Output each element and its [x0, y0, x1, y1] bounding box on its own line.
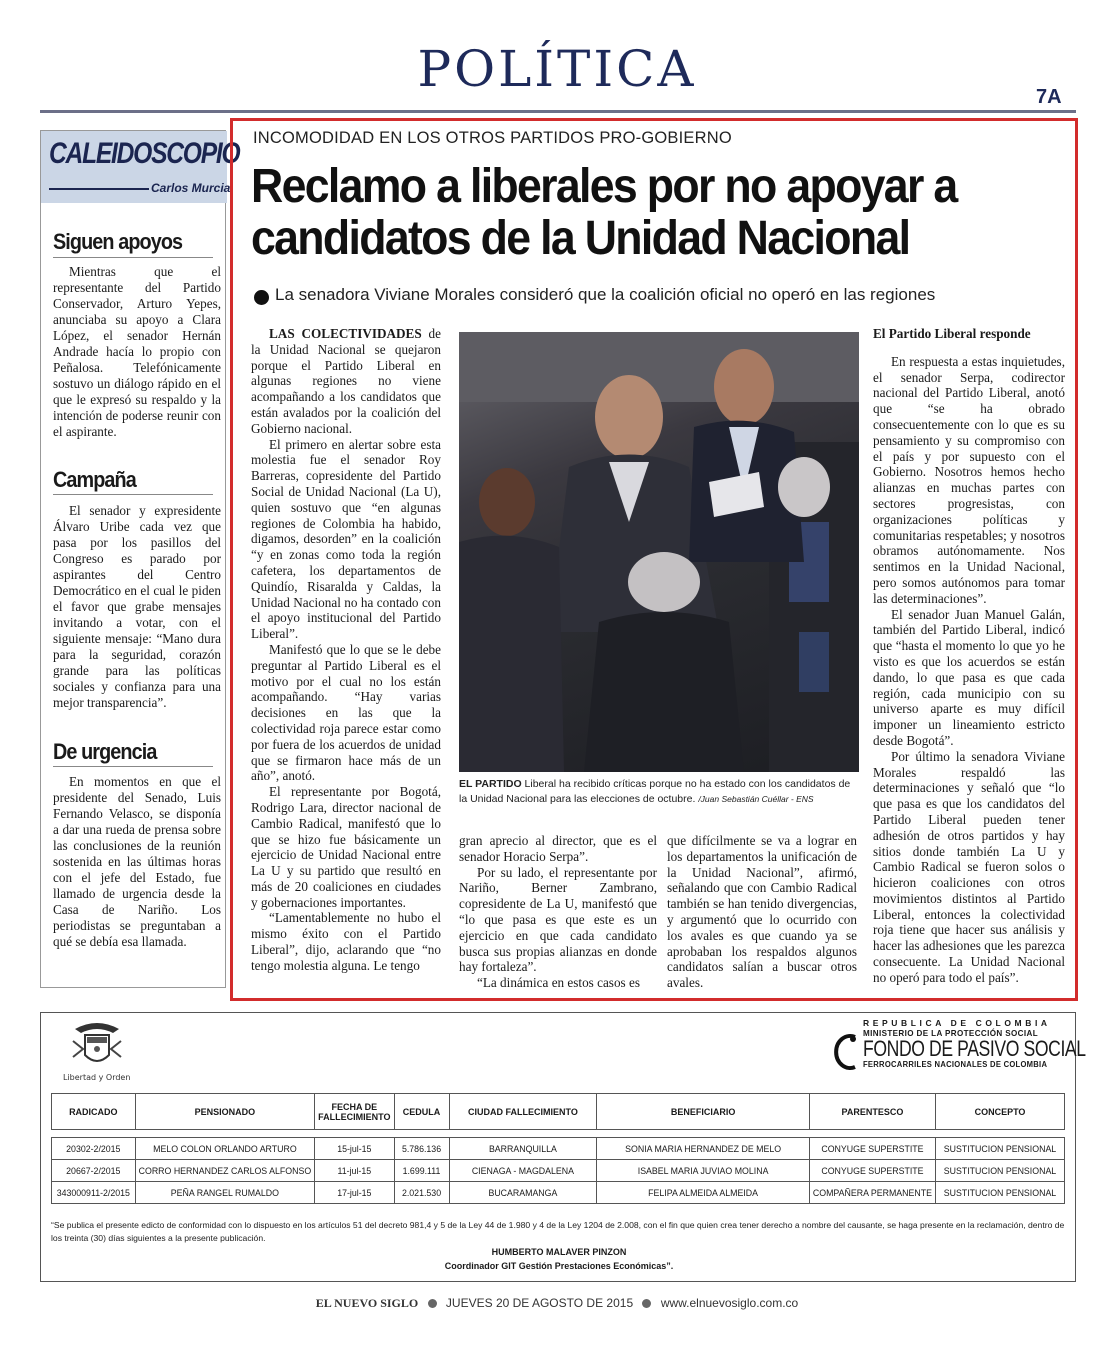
table-cell: 17-jul-15: [315, 1182, 394, 1204]
lead-text: de la Unidad Nacional se quejaron porque el Partido Liberal en algunas regiones no viene acompañando a los candidatos que están avalados por la coalición del Gobierno nacional.: [251, 326, 441, 436]
table-row: [52, 1160, 1065, 1182]
article-kicker: INCOMODIDAD EN LOS OTROS PARTIDOS PRO-GOBIERNO: [253, 129, 732, 147]
issuer-name: FONDO DE PASIVO SOCIAL: [863, 1036, 1086, 1061]
paragraph: El primero en alertar sobre esta molestia fue el senador Roy Barreras, copresidente del Partido Social de Unidad Nacional (La U), quien sostuvo que “en algunas regiones de Colombia ha habido, digamos, desorden” en la coalición “y en zonas como toda la región cafetera, los departamentos de Quindío, Risaralda y Caldas, la Unidad Nacional no ha contado con el apoyo institucional del Partido Liberal”.: [251, 436, 441, 642]
sidebar-heading-rule: [53, 257, 213, 258]
paragraph: que difícilmente se va a lograr en los departamentos la unificación de la Unidad Nacional”, afirmó, señalando que con Cambio Radical también se han tenido divergencias, y argumentó que lo ocurrido con los avales es que cuando ya se aprobaban los respaldos algunos candidatos salían a buscar otros avales.: [667, 833, 857, 991]
table-cell: SUSTITUCION PENSIONAL: [936, 1182, 1065, 1204]
edict-table: [51, 1093, 1065, 1204]
signer-title: Coordinador GIT Gestión Prestaciones Económicas”.: [444, 1261, 674, 1271]
sidebar-item-text: En momentos en que el presidente del Senado, Luis Fernando Velasco, se disponía a dar una rueda de prensa sobre las conclusiones de la reunión sostenida en las últimas horas con el jefe del Estado, fue llamado de urgencia desde la Casa de Nariño. Los periodistas se preguntaban a qué se debía esa llamada.: [53, 774, 221, 949]
sidebar-item-text: Mientras que el representante del Partido Conservador, Arturo Yepes, anunciaba su apoyo a Clara López, el senador Hernán Andrade hacía lo propio con Peñalosa. Telefónicamente sostuvo un diálogo rápido en el que le expresó su respaldo y la intención de poderse reunir con el aspirante.: [53, 264, 221, 439]
column-header: CONCEPTO: [936, 1094, 1065, 1130]
table-cell: 5.786.136: [394, 1138, 449, 1160]
bullet-icon: [428, 1299, 437, 1308]
legal-text: “Se publica el presente edicto de conformidad con lo dispuesto en los artículos 51 del decreto 981,4 y 5 de la Ley 44 de 1.980 y 4 de la Ley 1204 de 2.008, con el fin que quien crea tener derecho a nombre del causante, se haga presente en la reclamación, dentro de los treinta (30) días siguientes a la presente publicación.: [51, 1220, 1065, 1243]
column-header: PENSIONADO: [135, 1094, 315, 1130]
senate-photo-illustration: [459, 332, 859, 772]
table-cell: 20302-2/2015: [52, 1138, 136, 1160]
main-article: [230, 118, 1078, 1001]
bullet-icon: [254, 290, 269, 305]
caption-lead: EL PARTIDO: [459, 778, 522, 790]
column-header: FECHA DE FALLECIMIENTO: [315, 1094, 394, 1130]
table-cell: 343000911-2/2015: [52, 1182, 136, 1204]
column-header: CIUDAD FALLECIMIENTO: [449, 1094, 597, 1130]
article-column-2: [459, 833, 657, 991]
column-header: BENEFICIARIO: [597, 1094, 810, 1130]
seal-caption: Libertad y Orden: [63, 1073, 131, 1082]
article-column-1: [251, 326, 441, 974]
photo-credit: /Juan Sebastián Cuéllar - ENS: [698, 794, 814, 804]
coat-of-arms-icon: [67, 1019, 127, 1075]
table-cell: SUSTITUCION PENSIONAL: [936, 1138, 1065, 1160]
column-header: [41, 131, 240, 203]
sidebar-heading: De urgencia: [53, 739, 157, 764]
caleidoscopio-sidebar: [40, 130, 240, 988]
column-title: CALEIDOSCOPIO: [49, 137, 240, 170]
sidebar-heading-rule: [53, 494, 213, 495]
table-cell: 11-jul-15: [315, 1160, 394, 1182]
paragraph: En respuesta a estas inquietudes, el senador Serpa, codirector nacional del Partido Liberal, anotó que “se ha obrado consecuentemente con lo que es su pensamiento y su compromiso con el país y por supuesto con el Gobierno. Nosotros hemos hecho alianzas en muchas partes con sectores progresistas, con organizaciones políticas y comunitarias respetables; y nosotros obramos autónomamente. Nos sentimos en la Unidad Nacional, pero somos autónomos para tomar las determinaciones”.: [873, 353, 1065, 606]
pension-edict-notice: [40, 1012, 1086, 1282]
column-subheading: El Partido Liberal responde: [873, 326, 1031, 341]
footer-url[interactable]: www.elnuevosiglo.com.co: [660, 1296, 799, 1310]
paragraph: El representante por Bogotá, Rodrigo Lara, director nacional de Cambio Radical, manifestó que lo que se hizo fue básicamente un ejercicio de Unidad Nacional entre La U y su partido que resultó en más de 20 coaliciones en ciudades y gobernaciones importantes.: [251, 784, 441, 910]
column-title-rule: [49, 188, 149, 190]
table-cell: CORRO HERNANDEZ CARLOS ALFONSO: [135, 1160, 315, 1182]
article-subhead: La senadora Viviane Morales consideró que la coalición oficial no operó en las regiones: [275, 285, 936, 304]
fondo-logo-icon: [831, 1031, 861, 1073]
page-footer: [0, 1296, 1114, 1311]
column-header: RADICADO: [52, 1094, 136, 1130]
signer-name: HUMBERTO MALAVER PINZON: [491, 1247, 627, 1257]
table-cell: CONYUGE SUPERSTITE: [809, 1160, 935, 1182]
article-photo: [459, 332, 859, 772]
footer-date: JUEVES 20 DE AGOSTO DE 2015: [445, 1296, 634, 1310]
table-cell: CIENAGA - MAGDALENA: [449, 1160, 597, 1182]
table-cell: BARRANQUILLA: [449, 1138, 597, 1160]
paragraph: “Lamentablemente no hubo el mismo éxito con el Partido Liberal”, dijo, aclarando que “no tengo molestia alguna. Le tengo: [251, 910, 441, 973]
table-cell: SONIA MARIA HERNANDEZ DE MELO: [597, 1138, 810, 1160]
table-spacer: [52, 1130, 1065, 1138]
footer-brand: EL NUEVO SIGLO: [315, 1296, 419, 1310]
paragraph: Por último la senadora Viviane Morales respaldó las determinaciones y señaló que “lo que pasa es que los candidatos del Partido Liberal pueden tener adhesión de otros partidos y hay sitios donde también La U y Cambio Radical se fueron solos o hicieron coaliciones con otros movimientos distintos al Partido Liberal, entonces la colectividad roja tiene que hacer sus análisis y hacer las adhesiones que les parezca consecuente. La Unidad Nacional no operó para todo el país”.: [873, 748, 1065, 985]
column-header: PARENTESCO: [809, 1094, 935, 1130]
issuer-line: REPUBLICA DE COLOMBIA: [863, 1018, 1051, 1028]
article-column-4: [873, 326, 1065, 986]
photo-caption: [459, 777, 857, 807]
table-cell: COMPAÑERA PERMANENTE: [809, 1182, 935, 1204]
table-cell: 2.021.530: [394, 1182, 449, 1204]
paragraph: gran aprecio al director, que es el senador Horacio Serpa”.: [459, 833, 657, 864]
lead-caps: LAS COLECTIVIDADES: [269, 326, 422, 341]
table-cell: 15-jul-15: [315, 1138, 394, 1160]
article-column-3: [667, 833, 857, 991]
issuer-line: FERROCARRILES NACIONALES DE COLOMBIA: [863, 1060, 1048, 1069]
sidebar-item-text: El senador y expresidente Álvaro Uribe cada vez que pasa por los pasillos del Congreso es parado por aspirantes del Centro Democrático en el cual le piden el favor que grabe mensajes invitando a votar, con el siguiente mensaje: “Mano dura para la seguridad, corazón grande para las políticas sociales y confianza para una mejor transparencia”.: [53, 503, 221, 710]
table-cell: FELIPA ALMEIDA ALMEIDA: [597, 1182, 810, 1204]
paragraph: Manifestó que lo que se le debe preguntar al Partido Liberal es el motivo por el cual no los están acompañando. “Hay varias decisiones en las que la colectividad roja parece estar como por fuera de los acuerdos de unidad que se firmaron hace más de un año”, anotó.: [251, 641, 441, 784]
paragraph: Por su lado, el representante por Nariño, Berner Zambrano, copresidente de La U, manifestó que “lo que pasa es que este es un ejercicio en que cada candidato busca sus propias alianzas en donde hay fortaleza”.: [459, 864, 657, 975]
column-author: Carlos Murcia: [151, 181, 231, 195]
bullet-icon: [642, 1299, 651, 1308]
table-cell: CONYUGE SUPERSTITE: [809, 1138, 935, 1160]
sidebar-heading: Siguen apoyos: [53, 229, 183, 254]
issuer-line: MINISTERIO DE LA PROTECCIÓN SOCIAL: [863, 1028, 1039, 1038]
caption-text: Liberal ha recibido críticas porque no ha estado con los candidatos de la Unidad Nacional para las elecciones de octubre.: [459, 778, 851, 805]
sidebar-heading: Campaña: [53, 467, 136, 492]
table-row: [52, 1182, 1065, 1204]
table-cell: 20667-2/2015: [52, 1160, 136, 1182]
issuer-block: [863, 1018, 1086, 1069]
header-rule: [40, 110, 1076, 113]
table-header-row: [52, 1094, 1065, 1130]
sidebar-heading-rule: [53, 766, 213, 767]
paragraph: El senador Juan Manuel Galán, también del Partido Liberal, indicó que “hasta el momento lo que yo he visto es que los acuerdos se están dando, lo que pasa es que cada región, cada municipio con su universo aparte es muy difícil imponer un lineamiento estricto desde Bogotá”.: [873, 606, 1065, 748]
table-cell: BUCARAMANGA: [449, 1182, 597, 1204]
section-title: POLÍTICA: [417, 40, 697, 98]
table-cell: PEÑA RANGEL RUMALDO: [135, 1182, 315, 1204]
column-header: CEDULA: [394, 1094, 449, 1130]
paragraph: “La dinámica en estos casos es: [477, 975, 640, 991]
page-number: 7A: [1036, 86, 1062, 108]
table-cell: ISABEL MARIA JUVIAO MOLINA: [597, 1160, 810, 1182]
table-cell: MELO COLON ORLANDO ARTURO: [135, 1138, 315, 1160]
table-cell: 1.699.111: [394, 1160, 449, 1182]
table-row: [52, 1138, 1065, 1160]
article-headline: Reclamo a liberales por no apoyar a candidatos de la Unidad Nacional: [251, 160, 957, 265]
table-cell: SUSTITUCION PENSIONAL: [936, 1160, 1065, 1182]
